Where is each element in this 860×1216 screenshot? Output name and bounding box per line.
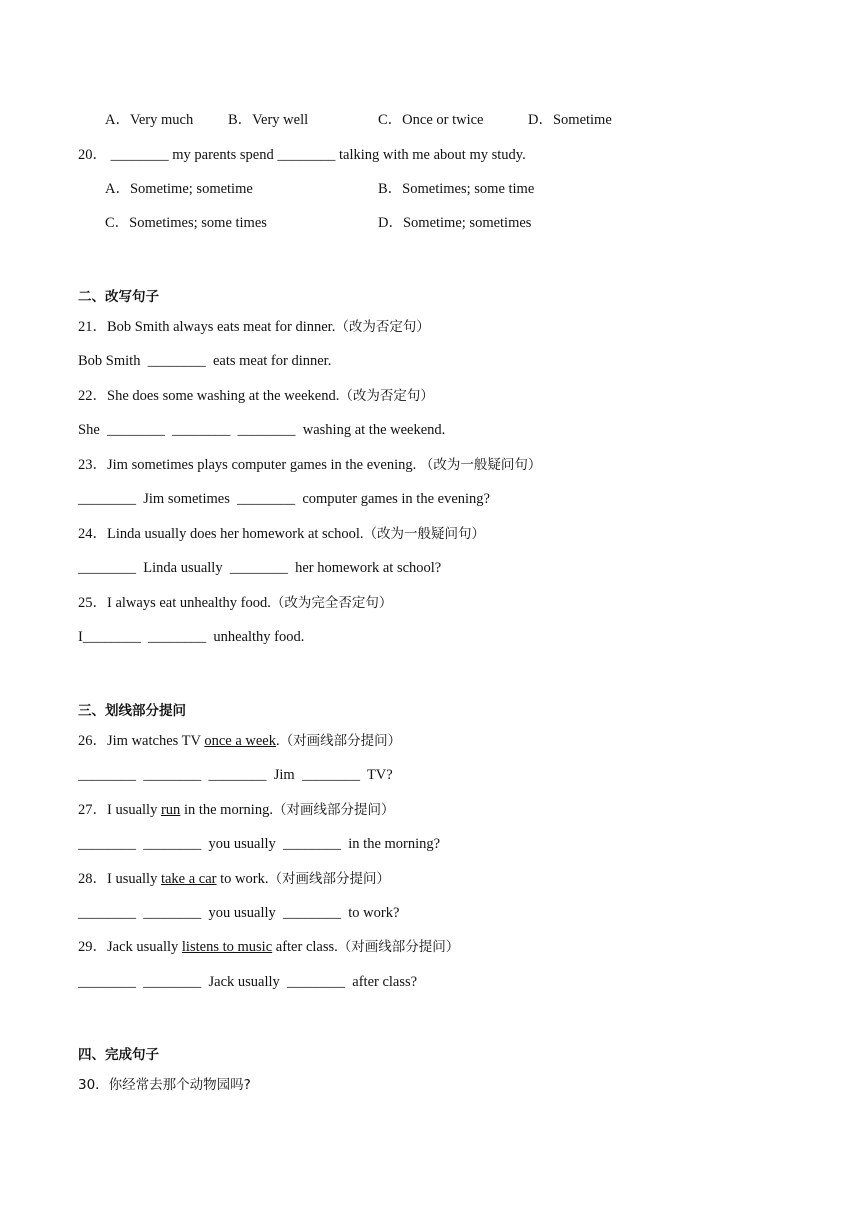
q21-answer: Bob Smith ________ eats meat for dinner.: [78, 353, 332, 369]
q25-question: 25．I always eat unhealthy food.（改为完全否定句）: [78, 595, 393, 611]
q29-question: 29．Jack usually listens to music after class.（对画线部分提问）: [78, 939, 460, 955]
q27-question: 27．I usually run in the morning.（对画线部分提问）: [78, 802, 395, 818]
q20-stem: 20． ________ my parents spend ________ talking with me about my study.: [78, 147, 526, 163]
section3-heading: 三、划线部分提问: [78, 703, 186, 719]
q20-option-c: C．Sometimes; some times: [105, 215, 267, 231]
q20-option-d: D．Sometime; sometimes: [378, 215, 532, 231]
q23-answer: ________ Jim sometimes ________ computer games in the evening?: [78, 491, 490, 507]
q28-question: 28．I usually take a car to work.（对画线部分提问）: [78, 871, 390, 887]
q24-question: 24．Linda usually does her homework at school.（改为一般疑问句）: [78, 526, 486, 542]
underlined-phrase: once a week: [204, 733, 276, 749]
q22-question: 22．She does some washing at the weekend.（改为否定句）: [78, 388, 434, 404]
q19-option-a: A．Very much: [105, 112, 194, 128]
q30-question: 30．你经常去那个动物园吗?: [78, 1077, 251, 1093]
underlined-phrase: take a car: [160, 871, 217, 887]
q26-answer: ________ ________ ________ Jim ________ TV?: [78, 767, 393, 783]
q21-question: 21．Bob Smith always eats meat for dinner.（改为否定句）: [78, 319, 430, 335]
q23-question: 23．Jim sometimes plays computer games in the evening. （改为一般疑问句）: [78, 457, 542, 473]
section2-heading: 二、改写句子: [78, 289, 159, 305]
q28-answer: ________ ________ you usually ________ to work?: [78, 905, 400, 921]
q19-option-d: D．Sometime: [528, 112, 612, 128]
underlined-phrase: run: [160, 802, 181, 818]
q24-answer: ________ Linda usually ________ her homework at school?: [78, 560, 442, 576]
q19-option-c: C．Once or twice: [378, 112, 484, 128]
q29-answer: ________ ________ Jack usually ________ after class?: [78, 974, 418, 990]
q20-option-b: B．Sometimes; some time: [378, 181, 535, 197]
q20-option-a: A．Sometime; sometime: [105, 181, 253, 197]
q19-option-b: B．Very well: [228, 112, 309, 128]
q26-question: 26．Jim watches TV once a week.（对画线部分提问）: [78, 733, 402, 749]
q22-answer: She ________ ________ ________ washing at the weekend.: [78, 422, 446, 438]
q25-answer: I________ ________ unhealthy food.: [78, 629, 305, 645]
section4-heading: 四、完成句子: [78, 1047, 159, 1063]
underlined-phrase: listens to music: [181, 939, 273, 955]
q27-answer: ________ ________ you usually ________ in the morning?: [78, 836, 441, 852]
